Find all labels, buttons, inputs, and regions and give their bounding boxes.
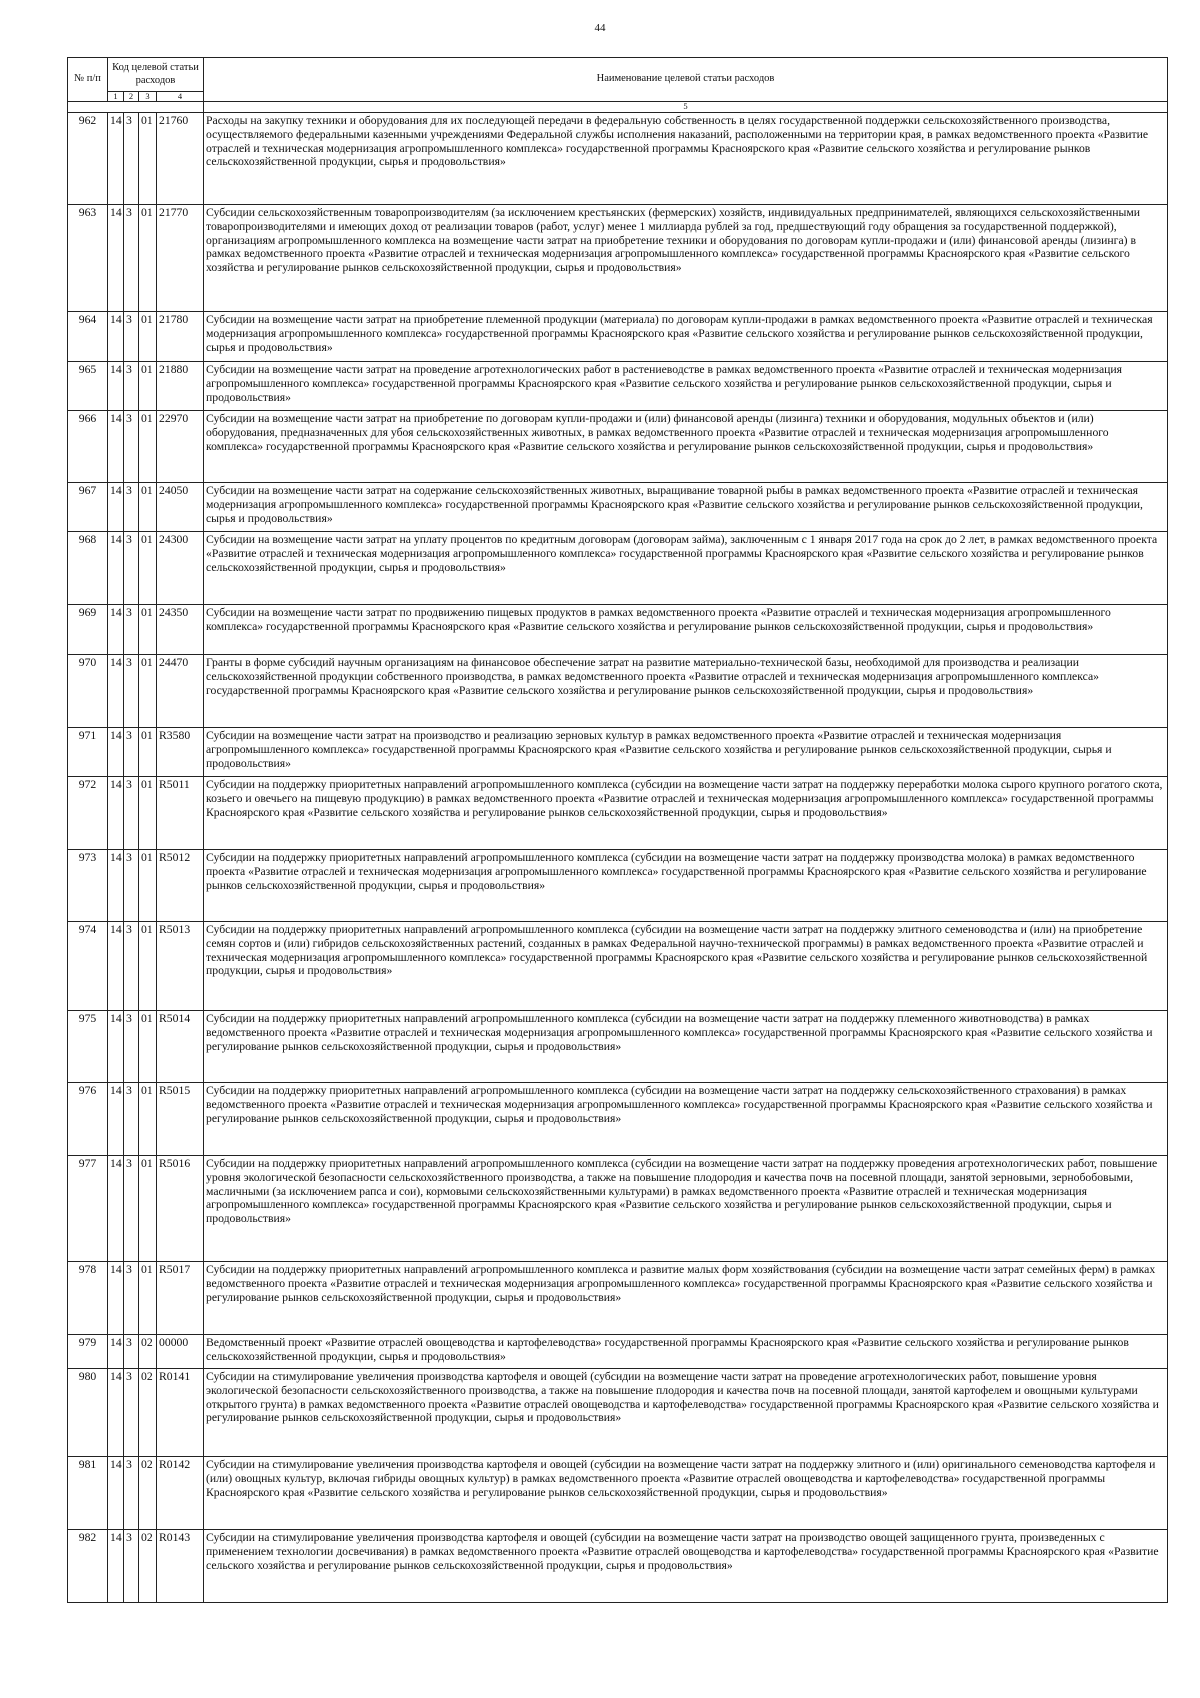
row-number: 967 xyxy=(68,482,108,531)
code-part-1: 14 xyxy=(108,1261,124,1334)
item-name: Субсидии сельскохозяйственным товаропроизводителям (за исключением крестьянских (фермерских) хозяйств, индивидуальных предпринимателей, являющихся сельскохозяйственными товаропроизводителями и имеющих доход от реализации товаров (работ, услуг) менее 1 миллиарда рублей за год, предшествующий году обращения за государственной поддержкой), организациям агропромышленного комплекса на возмещение части затрат на приобретение техники и оборудования по договорам купли-продажи и (или) финансовой аренды (лизинга) в рамках ведомственного проекта «Развитие отраслей и техническая модернизация агропромышленного комплекса» государственной программы Красноярского края «Развитие сельского хозяйства и регулирование рынков сельскохозяйственной продукции, сырья и продовольствия» xyxy=(204,204,1168,311)
code-part-4: 00000 xyxy=(157,1334,204,1368)
code-part-3: 01 xyxy=(139,1082,157,1155)
row-number: 966 xyxy=(68,410,108,482)
item-name: Субсидии на возмещение части затрат на приобретение племенной продукции (материала) по договорам купли-продажи в рамках ведомственного проекта «Развитие отраслей и техническая модернизация агропромышленного комплекса» государственной программы Красноярского края «Развитие сельского хозяйства и регулирование рынков сельскохозяйственной продукции, сырья и продовольствия» xyxy=(204,311,1168,361)
code-part-3: 01 xyxy=(139,1261,157,1334)
table-row xyxy=(68,1456,1168,1529)
code-part-1: 14 xyxy=(108,311,124,361)
code-part-2: 3 xyxy=(124,204,139,311)
code-part-3: 02 xyxy=(139,1456,157,1529)
code-part-4: R5017 xyxy=(157,1261,204,1334)
code-part-4: 21760 xyxy=(157,112,204,204)
code-part-2: 3 xyxy=(124,1529,139,1602)
code-part-3: 01 xyxy=(139,410,157,482)
row-number: 965 xyxy=(68,361,108,410)
code-part-3: 01 xyxy=(139,1010,157,1082)
code-part-2: 3 xyxy=(124,1261,139,1334)
table-row xyxy=(68,654,1168,727)
row-number: 974 xyxy=(68,921,108,1010)
code-part-4: 24350 xyxy=(157,604,204,654)
code-part-4: 24050 xyxy=(157,482,204,531)
table-row xyxy=(68,727,1168,776)
table-row xyxy=(68,410,1168,482)
code-part-4: R0143 xyxy=(157,1529,204,1602)
row-number: 971 xyxy=(68,727,108,776)
code-part-2: 3 xyxy=(124,727,139,776)
row-number: 976 xyxy=(68,1082,108,1155)
item-name: Субсидии на возмещение части затрат на производство и реализацию зерновых культур в рамках ведомственного проекта «Развитие отраслей и техническая модернизация агропромышленного комплекса» государственной программы Красноярского края «Развитие сельского хозяйства и регулирование рынков сельскохозяйственной продукции, сырья и продовольствия» xyxy=(204,727,1168,776)
table-row xyxy=(68,112,1168,204)
code-part-1: 14 xyxy=(108,1155,124,1261)
code-part-1: 14 xyxy=(108,654,124,727)
table-row xyxy=(68,204,1168,311)
code-part-4: R5014 xyxy=(157,1010,204,1082)
code-part-4: 22970 xyxy=(157,410,204,482)
item-name: Субсидии на стимулирование увеличения производства картофеля и овощей (субсидии на возмещение части затрат на производство овощей защищенного грунта, произведенных с применением технологии досвечивания) в рамках ведомственного проекта «Развитие отраслей овощеводства и картофелеводства» государственной программы Красноярского края «Развитие сельского хозяйства и регулирование рынков сельскохозяйственной продукции, сырья и продовольствия» xyxy=(204,1529,1168,1602)
table-row xyxy=(68,1529,1168,1602)
row-number: 979 xyxy=(68,1334,108,1368)
header-code: Код целевой статьи расходов xyxy=(108,58,204,92)
item-name: Субсидии на поддержку приоритетных направлений агропромышленного комплекса (субсидии на возмещение части затрат на поддержку проведения агротехнологических работ, повышение уровня экологической безопасности сельскохозяйственного производства, а также на повышение плодородия и качества почв на посевной площади, занятой зерновыми, зернобобовыми, масличными (за исключением рапса и сои), кормовыми сельскохозяйственными культурами) в рамках ведомственного проекта «Развитие отраслей и техническая модернизация агропромышленного комплекса» государственной программы Красноярского края «Развитие сельского хозяйства и регулирование рынков сельскохозяйственной продукции, сырья и продовольствия» xyxy=(204,1155,1168,1261)
column-number-row xyxy=(68,102,1168,112)
row-number: 972 xyxy=(68,776,108,849)
row-number: 964 xyxy=(68,311,108,361)
code-part-3: 01 xyxy=(139,311,157,361)
row-number: 969 xyxy=(68,604,108,654)
table-row xyxy=(68,361,1168,410)
item-name: Субсидии на стимулирование увеличения производства картофеля и овощей (субсидии на возмещение части затрат на проведение агротехнологических работ, повышение уровня экологической безопасности сельскохозяйственного производства, а также на повышение плодородия и качества почв на посевной площади, занятой картофелем и овощными культурами открытого грунта) в рамках ведомственного проекта «Развитие отраслей овощеводства и картофелеводства» государственной программы Красноярского края «Развитие сельского хозяйства и регулирование рынков сельскохозяйственной продукции, сырья и продовольствия» xyxy=(204,1368,1168,1456)
code-part-3: 01 xyxy=(139,604,157,654)
table-row xyxy=(68,482,1168,531)
code-part-1: 14 xyxy=(108,1456,124,1529)
table-row xyxy=(68,776,1168,849)
code-part-4: R0141 xyxy=(157,1368,204,1456)
item-name: Расходы на закупку техники и оборудования для их последующей передачи в федеральную собственность в целях государственной поддержки сельскохозяйственного производства, осуществляемого федеральными казенными учреждениями Федеральной службы исполнения наказаний, расположенными на территории края, в рамках ведомственного проекта «Развитие отраслей и техническая модернизация агропромышленного комплекса» государственной программы Красноярского края «Развитие сельского хозяйства и регулирование рынков сельскохозяйственной продукции, сырья и продовольствия» xyxy=(204,112,1168,204)
table-row xyxy=(68,1334,1168,1368)
row-number: 980 xyxy=(68,1368,108,1456)
code-part-3: 02 xyxy=(139,1334,157,1368)
code-part-3: 01 xyxy=(139,112,157,204)
code-part-4: R3580 xyxy=(157,727,204,776)
item-name: Субсидии на возмещение части затрат на проведение агротехнологических работ в растениеводстве в рамках ведомственного проекта «Развитие отраслей и техническая модернизация агропромышленного комплекса» государственной программы Красноярского края «Развитие сельского хозяйства и регулирование рынков сельскохозяйственной продукции, сырья и продовольствия» xyxy=(204,361,1168,410)
code-part-4: 21770 xyxy=(157,204,204,311)
code-part-1: 14 xyxy=(108,849,124,921)
code-part-2: 3 xyxy=(124,1155,139,1261)
code-part-2: 3 xyxy=(124,604,139,654)
code-part-4: R5012 xyxy=(157,849,204,921)
column-number: 5 xyxy=(204,102,1168,112)
code-part-2: 3 xyxy=(124,654,139,727)
budget-items-table xyxy=(67,57,1168,1603)
item-name: Субсидии на стимулирование увеличения производства картофеля и овощей (субсидии на возмещение части затрат на поддержку элитного и (или) оригинального семеноводства картофеля и (или) овощных культур, включая гибриды овощных культур) в рамках ведомственного проекта «Развитие отраслей овощеводства и картофелеводства» государственной программы Красноярского края «Развитие сельского хозяйства и регулирование рынков сельскохозяйственной продукции, сырья и продовольствия» xyxy=(204,1456,1168,1529)
table-body xyxy=(68,112,1168,1602)
code-part-1: 14 xyxy=(108,531,124,604)
column-number: 2 xyxy=(124,92,139,102)
code-part-1: 14 xyxy=(108,112,124,204)
code-part-4: R5011 xyxy=(157,776,204,849)
code-part-1: 14 xyxy=(108,921,124,1010)
code-part-4: R0142 xyxy=(157,1456,204,1529)
code-part-2: 3 xyxy=(124,482,139,531)
code-part-3: 01 xyxy=(139,204,157,311)
item-name: Субсидии на поддержку приоритетных направлений агропромышленного комплекса (субсидии на возмещение части затрат на поддержку производства молока) в рамках ведомственного проекта «Развитие отраслей и техническая модернизация агропромышленного комплекса» государственной программы Красноярского края «Развитие сельского хозяйства и регулирование рынков сельскохозяйственной продукции, сырья и продовольствия» xyxy=(204,849,1168,921)
row-number: 975 xyxy=(68,1010,108,1082)
code-part-1: 14 xyxy=(108,1010,124,1082)
row-number: 977 xyxy=(68,1155,108,1261)
item-name: Субсидии на возмещение части затрат на содержание сельскохозяйственных животных, выращивание товарной рыбы в рамках ведомственного проекта «Развитие отраслей и техническая модернизация агропромышленного комплекса» государственной программы Красноярского края «Развитие сельского хозяйства и регулирование рынков сельскохозяйственной продукции, сырья и продовольствия» xyxy=(204,482,1168,531)
code-part-2: 3 xyxy=(124,531,139,604)
code-part-1: 14 xyxy=(108,482,124,531)
code-part-2: 3 xyxy=(124,849,139,921)
code-part-1: 14 xyxy=(108,1368,124,1456)
code-part-1: 14 xyxy=(108,1334,124,1368)
code-part-4: R5015 xyxy=(157,1082,204,1155)
code-part-4: 24300 xyxy=(157,531,204,604)
code-part-3: 01 xyxy=(139,727,157,776)
code-part-2: 3 xyxy=(124,1010,139,1082)
code-part-3: 01 xyxy=(139,654,157,727)
code-part-4: R5013 xyxy=(157,921,204,1010)
column-number: 1 xyxy=(108,92,124,102)
code-part-1: 14 xyxy=(108,776,124,849)
item-name: Субсидии на поддержку приоритетных направлений агропромышленного комплекса и развитие малых форм хозяйствования (субсидии на возмещение части затрат семейных ферм) в рамках ведомственного проекта «Развитие отраслей и техническая модернизация агропромышленного комплекса» государственной программы Красноярского края «Развитие сельского хозяйства и регулирование рынков сельскохозяйственной продукции, сырья и продовольствия» xyxy=(204,1261,1168,1334)
code-part-2: 3 xyxy=(124,361,139,410)
item-name: Субсидии на возмещение части затрат по продвижению пищевых продуктов в рамках ведомственного проекта «Развитие отраслей и техническая модернизация агропромышленного комплекса» государственной программы Красноярского края «Развитие сельского хозяйства и регулирование рынков сельскохозяйственной продукции, сырья и продовольствия» xyxy=(204,604,1168,654)
item-name: Гранты в форме субсидий научным организациям на финансовое обеспечение затрат на развитие материально-технической базы, необходимой для производства и реализации сельскохозяйственной продукции собственного производства, в рамках ведомственного проекта «Развитие отраслей и техническая модернизация агропромышленного комплекса» государственной программы Красноярского края «Развитие сельского хозяйства и регулирование рынков сельскохозяйственной продукции, сырья и продовольствия» xyxy=(204,654,1168,727)
code-part-1: 14 xyxy=(108,727,124,776)
code-part-2: 3 xyxy=(124,311,139,361)
row-number: 978 xyxy=(68,1261,108,1334)
table-row xyxy=(68,1155,1168,1261)
table-row xyxy=(68,311,1168,361)
item-name: Субсидии на поддержку приоритетных направлений агропромышленного комплекса (субсидии на возмещение части затрат на поддержку сельскохозяйственного страхования) в рамках ведомственного проекта «Развитие отраслей и техническая модернизация агропромышленного комплекса» государственной программы Красноярского края «Развитие сельского хозяйства и регулирование рынков сельскохозяйственной продукции, сырья и продовольствия» xyxy=(204,1082,1168,1155)
code-part-2: 3 xyxy=(124,1456,139,1529)
item-name: Ведомственный проект «Развитие отраслей овощеводства и картофелеводства» государственной программы Красноярского края «Развитие сельского хозяйства и регулирование рынков сельскохозяйственной продукции, сырья и продовольствия» xyxy=(204,1334,1168,1368)
item-name: Субсидии на возмещение части затрат на уплату процентов по кредитным договорам (договорам займа), заключенным с 1 января 2017 года на срок до 2 лет, в рамках ведомственного проекта «Развитие отраслей и техническая модернизация агропромышленного комплекса» государственной программы Красноярского края «Развитие сельского хозяйства и регулирование рынков сельскохозяйственной продукции, сырья и продовольствия» xyxy=(204,531,1168,604)
header-name: Наименование целевой статьи расходов xyxy=(204,58,1168,102)
code-part-4: 21780 xyxy=(157,311,204,361)
code-part-2: 3 xyxy=(124,1368,139,1456)
item-name: Субсидии на поддержку приоритетных направлений агропромышленного комплекса (субсидии на возмещение части затрат на поддержку элитного семеноводства и (или) на приобретение семян сортов и (или) гибридов сельскохозяйственных растений, созданных в рамках Федеральной научно-технической программы) в рамках ведомственного проекта «Развитие отраслей и техническая модернизация агропромышленного комплекса» государственной программы Красноярского края «Развитие сельского хозяйства и регулирование рынков сельскохозяйственной продукции, сырья и продовольствия» xyxy=(204,921,1168,1010)
table-row xyxy=(68,604,1168,654)
code-part-2: 3 xyxy=(124,1334,139,1368)
row-number: 970 xyxy=(68,654,108,727)
code-part-2: 3 xyxy=(124,921,139,1010)
table-row xyxy=(68,1010,1168,1082)
code-part-2: 3 xyxy=(124,410,139,482)
code-part-3: 01 xyxy=(139,849,157,921)
row-number: 973 xyxy=(68,849,108,921)
code-part-3: 01 xyxy=(139,531,157,604)
code-part-1: 14 xyxy=(108,1529,124,1602)
table-header-row xyxy=(68,58,1168,92)
table-row xyxy=(68,849,1168,921)
row-number: 982 xyxy=(68,1529,108,1602)
code-part-3: 01 xyxy=(139,482,157,531)
code-part-4: 24470 xyxy=(157,654,204,727)
table-row xyxy=(68,1082,1168,1155)
code-part-3: 01 xyxy=(139,1155,157,1261)
code-part-3: 01 xyxy=(139,921,157,1010)
code-part-1: 14 xyxy=(108,1082,124,1155)
row-number: 963 xyxy=(68,204,108,311)
table-row xyxy=(68,1261,1168,1334)
row-number: 968 xyxy=(68,531,108,604)
table-row xyxy=(68,921,1168,1010)
item-name: Субсидии на поддержку приоритетных направлений агропромышленного комплекса (субсидии на возмещение части затрат на поддержку племенного животноводства) в рамках ведомственного проекта «Развитие отраслей и техническая модернизация агропромышленного комплекса» государственной программы Красноярского края «Развитие сельского хозяйства и регулирование рынков сельскохозяйственной продукции, сырья и продовольствия» xyxy=(204,1010,1168,1082)
code-part-3: 02 xyxy=(139,1529,157,1602)
column-number: 3 xyxy=(139,92,157,102)
code-part-1: 14 xyxy=(108,361,124,410)
table-row xyxy=(68,1368,1168,1456)
table-row xyxy=(68,531,1168,604)
code-part-1: 14 xyxy=(108,604,124,654)
code-part-2: 3 xyxy=(124,112,139,204)
code-part-3: 01 xyxy=(139,361,157,410)
column-number: 4 xyxy=(157,92,204,102)
page-number: 44 xyxy=(594,22,606,34)
code-part-3: 02 xyxy=(139,1368,157,1456)
header-number: № п/п xyxy=(68,58,108,102)
row-number: 962 xyxy=(68,112,108,204)
code-part-2: 3 xyxy=(124,776,139,849)
code-part-4: 21880 xyxy=(157,361,204,410)
code-part-1: 14 xyxy=(108,410,124,482)
row-number: 981 xyxy=(68,1456,108,1529)
item-name: Субсидии на возмещение части затрат на приобретение по договорам купли-продажи и (или) финансовой аренды (лизинга) техники и оборудования, модульных объектов и (или) оборудования, предназначенных для убоя сельскохозяйственных животных, в рамках ведомственного проекта «Развитие отраслей и техническая модернизация агропромышленного комплекса» государственной программы Красноярского края «Развитие сельского хозяйства и регулирование рынков сельскохозяйственной продукции, сырья и продовольствия» xyxy=(204,410,1168,482)
code-part-3: 01 xyxy=(139,776,157,849)
code-part-2: 3 xyxy=(124,1082,139,1155)
code-part-4: R5016 xyxy=(157,1155,204,1261)
code-part-1: 14 xyxy=(108,204,124,311)
item-name: Субсидии на поддержку приоритетных направлений агропромышленного комплекса (субсидии на возмещение части затрат на поддержку переработки молока сырого крупного рогатого скота, козьего и овечьего на пищевую продукцию) в рамках ведомственного проекта «Развитие отраслей и техническая модернизация агропромышленного комплекса» государственной программы Красноярского края «Развитие сельского хозяйства и регулирование рынков сельскохозяйственной продукции, сырья и продовольствия» xyxy=(204,776,1168,849)
